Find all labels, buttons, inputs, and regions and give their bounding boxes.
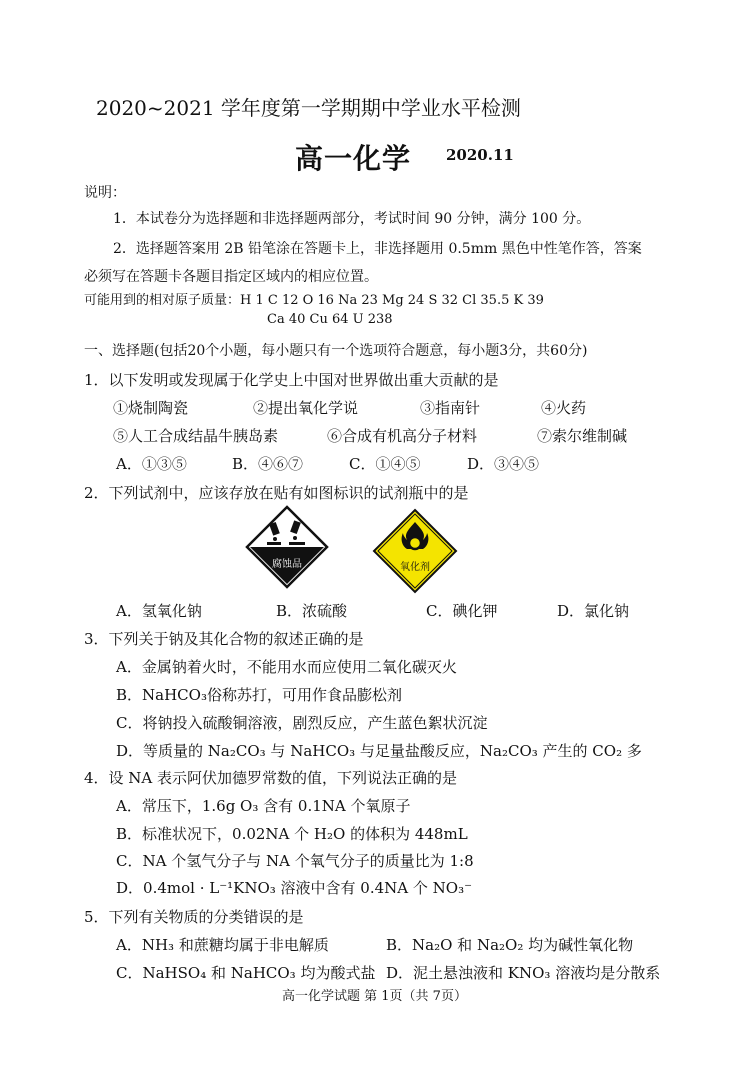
q5-option-d: D．泥土悬浊液和 KNO₃ 溶液均是分散系 bbox=[386, 964, 661, 982]
instruction-item-2-cont: 必须写在答题卡各题目指定区域内的相应位置。 bbox=[84, 269, 378, 285]
q1-stem: 1．以下发明或发现属于化学史上中国对世界做出重大贡献的是 bbox=[84, 371, 499, 389]
corrosive-icon bbox=[245, 505, 329, 589]
instructions-label: 说明： bbox=[84, 185, 126, 201]
page-footer: 高一化学试题 第 1页（共 7页） bbox=[282, 989, 467, 1004]
corrosive-sign-label: 腐蚀品 bbox=[272, 559, 302, 570]
q1-item-7: ⑦索尔维制碱 bbox=[537, 427, 628, 445]
atomic-masses-line-2: Ca 40 Cu 64 U 238 bbox=[267, 312, 393, 327]
q1-item-5: ⑤人工合成结晶牛胰岛素 bbox=[113, 427, 279, 445]
q3-option-a: A．金属钠着火时，不能用水而应使用二氧化碳灭火 bbox=[116, 658, 457, 676]
q4-option-a: A．常压下，1.6g O₃ 含有 0.1NA 个氧原子 bbox=[116, 797, 411, 815]
instruction-item-1: 1．本试卷分为选择题和非选择题两部分，考试时间 90 分钟，满分 100 分。 bbox=[113, 211, 591, 227]
q3-option-d: D．等质量的 Na₂CO₃ 与 NaHCO₃ 与足量盐酸反应，Na₂CO₃ 产生的 CO₂ 多 bbox=[116, 742, 642, 760]
q5-option-c: C．NaHSO₄ 和 NaHCO₃ 均为酸式盐 bbox=[116, 964, 376, 982]
q1-item-3: ③指南针 bbox=[420, 399, 481, 417]
q1-option-a: A．①③⑤ bbox=[116, 455, 187, 473]
q2-option-c: C．碘化钾 bbox=[426, 602, 498, 620]
q2-option-a: A．氢氧化钠 bbox=[116, 602, 202, 620]
oxidizer-sign bbox=[372, 508, 458, 594]
q1-item-6: ⑥合成有机高分子材料 bbox=[327, 427, 478, 445]
q1-item-1: ①烧制陶瓷 bbox=[113, 399, 189, 417]
corrosive-sign bbox=[245, 505, 329, 589]
q1-option-d: D．③④⑤ bbox=[467, 455, 540, 473]
q3-stem: 3．下列关于钠及其化合物的叙述正确的是 bbox=[84, 630, 364, 648]
q5-stem: 5．下列有关物质的分类错误的是 bbox=[84, 908, 304, 926]
q3-option-c: C．将钠投入硫酸铜溶液，剧烈反应，产生蓝色絮状沉淀 bbox=[116, 714, 488, 732]
q4-stem: 4．设 NA 表示阿伏加德罗常数的值，下列说法正确的是 bbox=[84, 769, 458, 787]
section-heading: 一、选择题(包括20个小题，每小题只有一个选项符合题意，每小题3分，共60分) bbox=[84, 343, 588, 359]
q1-option-c: C．①④⑤ bbox=[349, 455, 421, 473]
q3-option-b: B．NaHCO₃俗称苏打，可用作食品膨松剂 bbox=[116, 686, 402, 704]
instruction-item-2: 2．选择题答案用 2B 铅笔涂在答题卡上，非选择题用 0.5mm 黑色中性笔作答，答案 bbox=[113, 241, 642, 257]
q5-option-a: A．NH₃ 和蔗糖均属于非电解质 bbox=[116, 936, 329, 954]
q4-option-d: D．0.4mol · L⁻¹KNO₃ 溶液中含有 0.4NA 个 NO₃⁻ bbox=[116, 879, 473, 897]
exam-subject: 高一化学 bbox=[295, 142, 412, 175]
atomic-masses-line-1: 可能用到的相对原子质量：H 1 C 12 O 16 Na 23 Mg 24 S 32 Cl 35.5 K 39 bbox=[84, 293, 544, 308]
q2-stem: 2．下列试剂中，应该存放在贴有如图标识的试剂瓶中的是 bbox=[84, 484, 469, 502]
q1-option-b: B．④⑥⑦ bbox=[232, 455, 304, 473]
q2-option-d: D．氯化钠 bbox=[557, 602, 630, 620]
q1-item-2: ②提出氧化学说 bbox=[253, 399, 359, 417]
q1-item-4: ④火药 bbox=[541, 399, 587, 417]
q4-option-c: C．NA 个氢气分子与 NA 个氧气分子的质量比为 1:8 bbox=[116, 852, 474, 870]
q5-option-b: B．Na₂O 和 Na₂O₂ 均为碱性氧化物 bbox=[386, 936, 634, 954]
q2-option-b: B．浓硫酸 bbox=[276, 602, 348, 620]
oxidizer-icon bbox=[372, 508, 458, 594]
oxidizer-sign-label: 氧化剂 bbox=[400, 562, 430, 573]
exam-date: 2020.11 bbox=[446, 146, 514, 164]
exam-title: 2020~2021 学年度第一学期期中学业水平检测 bbox=[96, 96, 521, 120]
q4-option-b: B．标准状况下，0.02NA 个 H₂O 的体积为 448mL bbox=[116, 825, 468, 843]
